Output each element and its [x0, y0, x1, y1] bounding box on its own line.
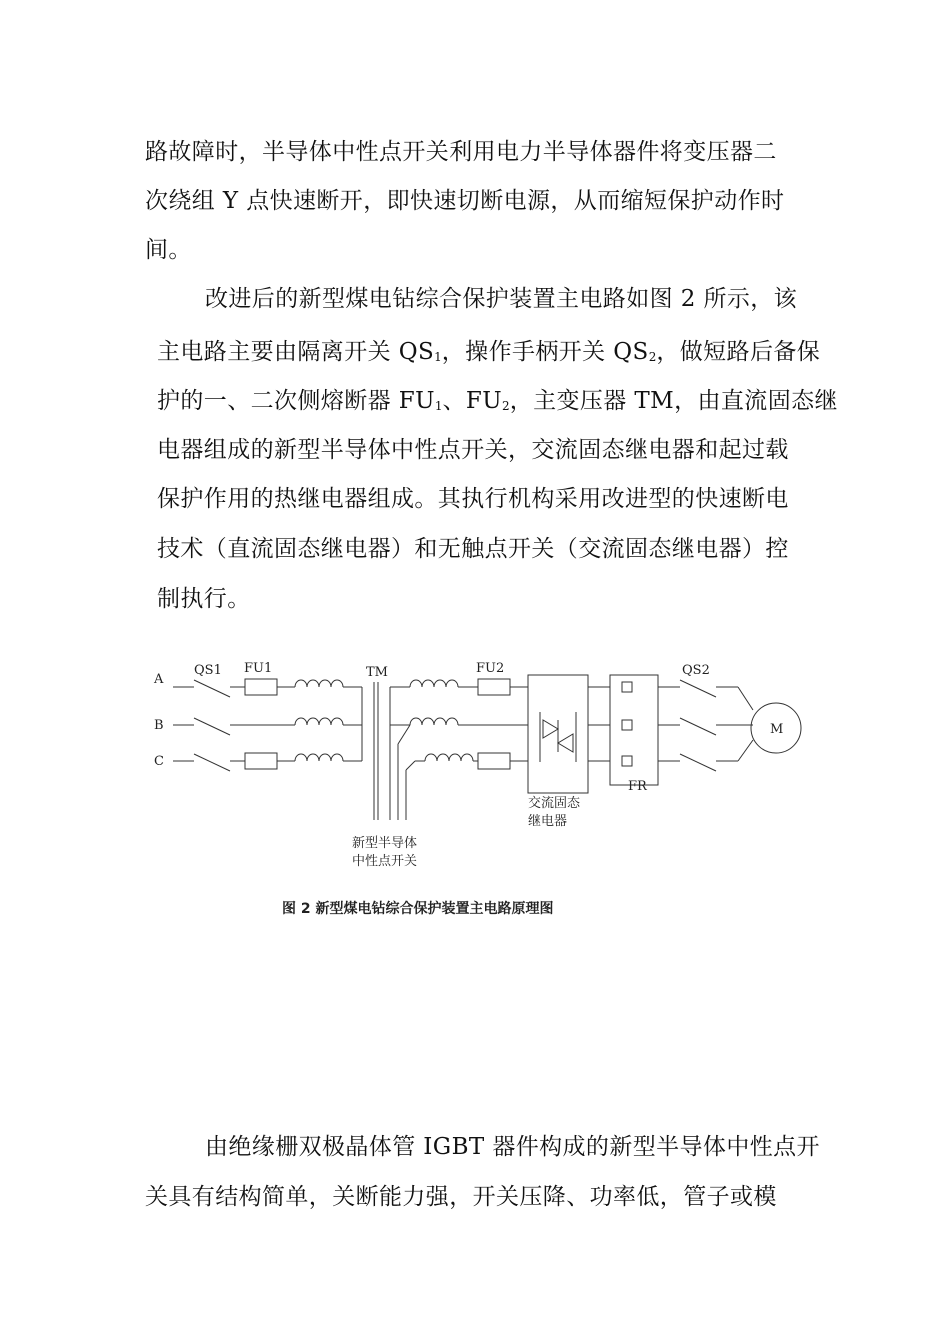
- label-phase-b: B: [154, 718, 164, 733]
- figure-caption: 图 2 新型煤电钻综合保护装置主电路原理图: [282, 901, 554, 917]
- label-ac-relay-line1: 交流固态: [528, 796, 581, 811]
- paragraph-2-line-4: 电器组成的新型半导体中性点开关，交流固态继电器和起过载: [157, 437, 789, 463]
- label-neutral-switch-line2: 中性点开关: [352, 854, 418, 869]
- label-fu2: FU2: [476, 661, 505, 676]
- label-ac-relay-line2: 继电器: [528, 814, 568, 829]
- paragraph-3-line-2: 关具有结构简单，关断能力强，开关压降、功率低，管子或模: [145, 1184, 777, 1210]
- label-qs1: QS1: [194, 663, 222, 678]
- paragraph-2-line-7: 制执行。: [157, 586, 251, 612]
- paragraph-3-line-1: 由绝缘栅双极晶体管 IGBT 器件构成的新型半导体中性点开: [205, 1134, 820, 1160]
- label-qs2: QS2: [682, 663, 710, 678]
- label-fu1: FU1: [244, 661, 273, 676]
- paragraph-2-line-3: 护的一、二次侧熔断器 $FU_1$、$FU_2$，主变压器 TM，由直流固态继: [157, 388, 838, 414]
- label-fr: FR: [628, 779, 647, 794]
- label-phase-c: C: [154, 754, 164, 769]
- paragraph-1-line-2: 次绕组 Y 点快速断开，即快速切断电源，从而缩短保护动作时: [145, 188, 785, 214]
- paragraph-1-line-1: 路故障时，半导体中性点开关利用电力半导体器件将变压器二: [145, 139, 777, 165]
- paragraph-2-line-5: 保护作用的热继电器组成。其执行机构采用改进型的快速断电: [157, 486, 789, 512]
- label-neutral-switch-line1: 新型半导体: [352, 836, 418, 851]
- label-phase-a: A: [154, 672, 164, 687]
- paragraph-2-line-1: 改进后的新型煤电钻综合保护装置主电路如图 2 所示，该: [205, 286, 798, 312]
- paragraph-2-line-6: 技术（直流固态继电器）和无触点开关（交流固态继电器）控: [157, 536, 789, 562]
- paragraph-1-line-3: 间。: [145, 237, 192, 263]
- label-motor: M: [770, 722, 784, 737]
- label-tm: TM: [366, 665, 388, 680]
- circuit-diagram: [140, 650, 820, 880]
- paragraph-2-line-2: 主电路主要由隔离开关 $QS_1$，操作手柄开关 $QS_2$，做短路后备保: [157, 339, 821, 365]
